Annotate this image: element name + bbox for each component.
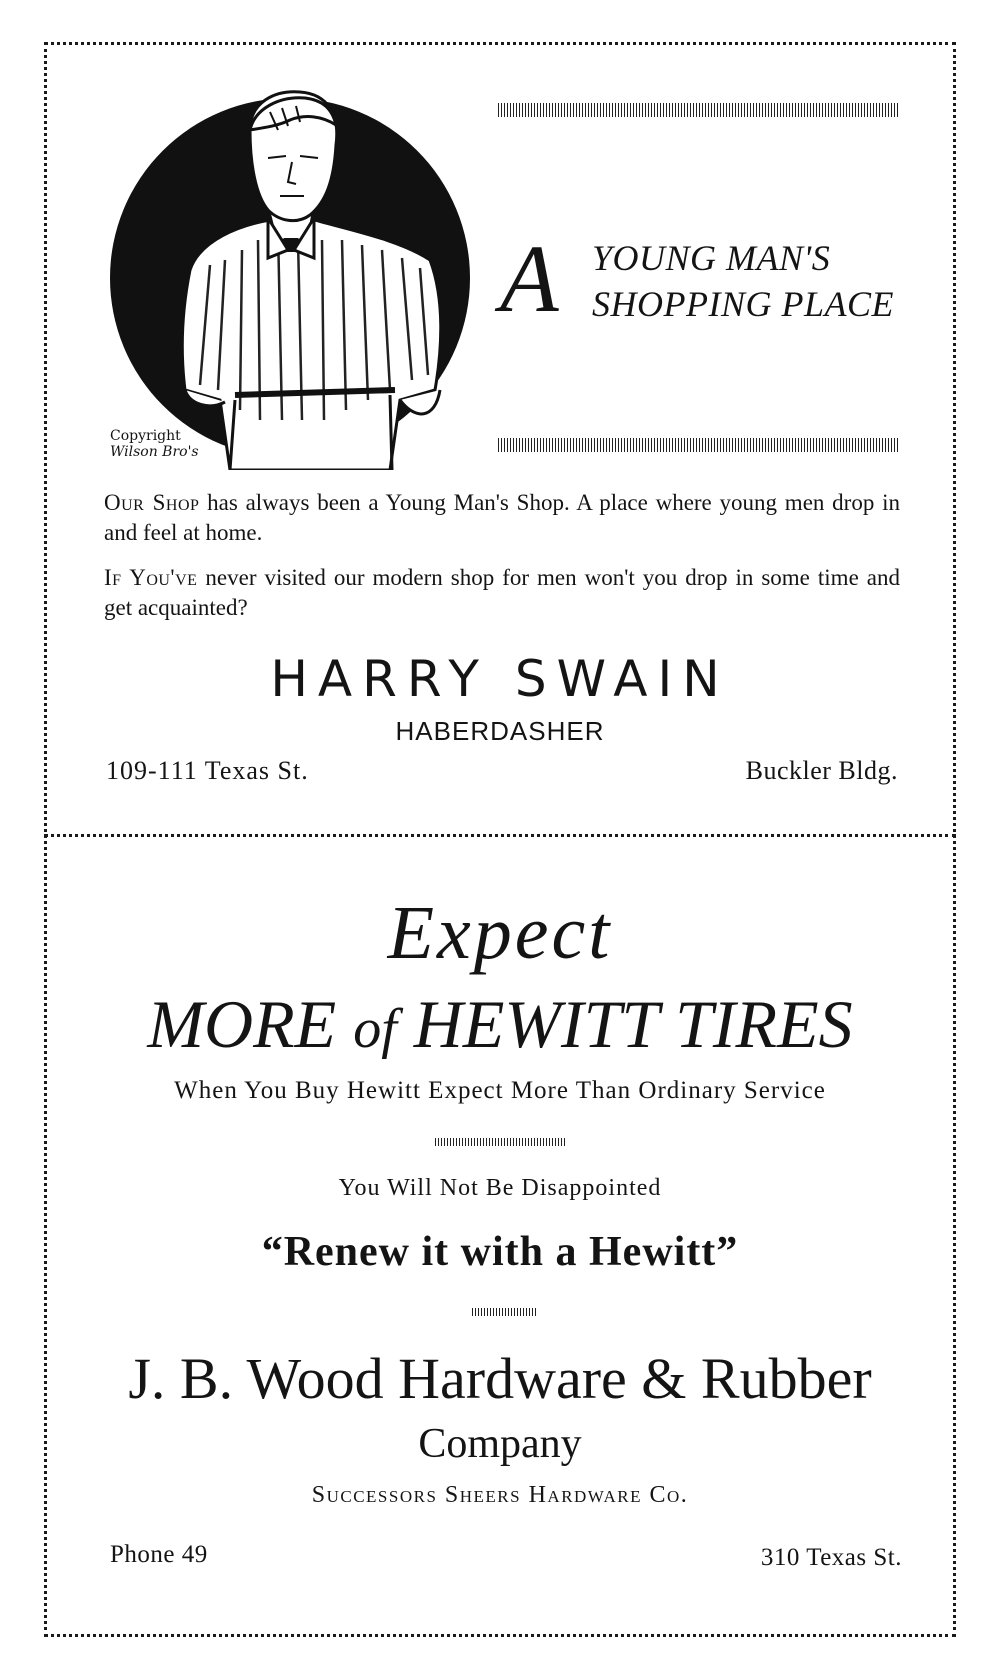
tire-headline-expect: Expect <box>387 891 613 975</box>
tire-subline: When You Buy Hewitt Expect More Than Ordinary Service <box>174 1077 826 1104</box>
headline-line-2: SHOPPING PLACE <box>592 284 894 324</box>
paragraph-1-text: has always been a Young Man's Shop. A place where young men drop in and feel at home. <box>104 490 900 545</box>
tire-headline-main <box>0 985 1000 1064</box>
young-man-illustration <box>100 90 470 470</box>
headline-of: of <box>353 998 397 1060</box>
merchant-title: HABERDASHER <box>395 716 605 746</box>
merchant-street-address: 109-111 Texas St. <box>106 756 309 785</box>
company-address: 310 Texas St. <box>760 1544 902 1571</box>
headline-brand: HEWITT TIRES <box>396 986 853 1062</box>
not-disappointed-line: You Will Not Be Disappointed <box>338 1175 662 1201</box>
headline-initial: A <box>500 225 559 332</box>
company-name: J. B. Wood Hardware & Rubber <box>128 1346 872 1411</box>
headline-rule-bottom <box>498 438 900 452</box>
headline-line-1: YOUNG MAN'S <box>592 238 831 278</box>
ornament-rule-1 <box>435 1138 565 1146</box>
merchant-name: HARRY SWAIN <box>270 650 730 708</box>
paragraph-2-lead: If You've <box>104 565 198 590</box>
tire-slogan: “Renew it with a Hewitt” <box>261 1229 739 1275</box>
ornament-rule-2 <box>472 1308 538 1316</box>
merchant-building: Buckler Bldg. <box>745 756 898 785</box>
shop-paragraph-1 <box>104 488 900 548</box>
shop-paragraph-2 <box>104 563 900 623</box>
company-name-line-2: Company <box>418 1421 582 1467</box>
haberdasher-headline <box>500 225 900 335</box>
headline-rule-top <box>498 103 900 117</box>
ad-divider <box>44 834 956 837</box>
paragraph-1-lead: Our Shop <box>104 490 200 515</box>
company-phone: Phone 49 <box>110 1541 208 1568</box>
credit-copyright: Copyright <box>110 428 181 444</box>
headline-more: MORE <box>147 986 354 1062</box>
paragraph-2-text: never visited our modern shop for men won't you drop in some time and get acquainted? <box>104 565 900 620</box>
illustration-credit <box>110 428 199 460</box>
credit-signature: Wilson Bro's <box>110 444 199 460</box>
successors-line: Successors Sheers Hardware Co. <box>311 1482 689 1508</box>
